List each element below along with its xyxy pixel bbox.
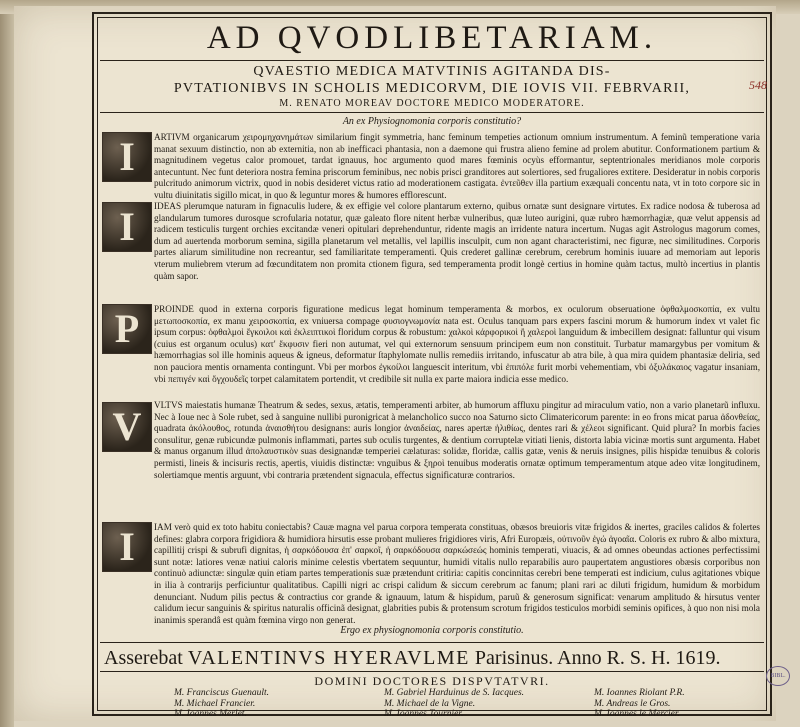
doctors-heading: DOMINI DOCTORES DISPVTATVRI. (314, 674, 550, 688)
subtitle-line-2: PVTATIONIBVS IN SCHOLIS MEDICORVM, DIE IOVIS VII. FEBRVARII, (173, 81, 691, 96)
subtitle-line-1: QVAESTIO MEDICA MATVTINIS AGITANDA DIS- (253, 64, 611, 79)
header-rule (100, 112, 764, 113)
doctors-column-3 (594, 688, 685, 720)
paragraph-2: IDEAS plerumque naturam in fignaculis ludere, & ex effigie vel colore plantarum externo, quibus ornatæ sunt designare virtutes. Ex radice nodosa & tuberosa ad glandularum tumores durosque scrofularia notatur, quæ galeato flore nitent herbæ vulneribus, quæ luteo aurigini, quæ rubro hæmorrhagiæ, quæ velut appensis ad radicem testiculis turgent orchies excitandæ veneri opitulari deprehenduntur, ridente magis an irridente natura incertum. Nugas agit Astrologus magorum comes, dum ad auertenda morborum semina, sigilla planetarum vel metallis, vel lapillis insculpit, cum non agant characteristimi, nec figuræ, nec similitudines. Corporis partes aliarum similitudine non recreantur, sed familiaritate temperamenti. Quis crederet gallinæ cerebrum, cerebrum hominis iuuare ad memoriam aut leporis vterum muliebrem vterum ad fœcunditatem non promita ctionem figura, sed temperamenta prodit longè certius in homine quàm tactus, multò incertius in plantis quàm sapor. (154, 201, 760, 281)
book-spine-edge (0, 0, 14, 727)
decorated-initial-4: V (102, 402, 152, 452)
doctor-name: M. Ioannes Riolant P.R. (594, 688, 685, 698)
doctor-name: M. Ioannes Tournier. (384, 709, 464, 719)
doctor-name: M. Gabriel Harduinus de S. Iacques. (384, 688, 525, 698)
assertion-prefix: Asserebat (104, 647, 183, 669)
page-title: AD QVODLIBETARIAM. (206, 20, 658, 56)
decorated-initial-5: I (102, 522, 152, 572)
respondent-name: VALENTINVS HYERAVLME (187, 647, 470, 669)
decorated-initial-3: P (102, 304, 152, 354)
library-stamp: BIBL. (766, 666, 790, 686)
doctor-name: M. Ioannes le Mercier. (594, 709, 680, 719)
decorated-initial-2: I (102, 202, 152, 252)
page-frame (92, 12, 786, 719)
paragraph-1: ARTIVM organicarum χειρομηχανημάτων similarium fingit symmetria, hanc feminum tempeties actionum omnium instrumentum. A feminũ temperatione varia manat sexuum distinctio, non ab externitia, non ab inefficaci phantasia, non a daemone qui frustra alieno femine ad prolem abutitur. Conformationem partium & magnitudinem vegetus calor promouet, tardat ignauus, hoc argumento quod mares fœminis ocyùs efformantur, septentrionales meridianos mole corporis antecuntunt. Nec funt deteriora nostra femina priscorum feminibus, nec nobis prisci granditores aut solertiores, sed frugaliores extitere. Desideratur in nobis corporis pulcritudo animorum victrix, quod in nobis desideret victus ratio ad moderationem castigata. ἐντεῦθεν illa partium exæquali concentu nata, vt in toto corpore sic in vultu diuinitatis sigillo micat, in quo & leguntur mores & humores efflorescunt. (154, 132, 760, 200)
doctors-column-1 (174, 688, 269, 720)
document-page (14, 6, 786, 721)
moderator-line: M. RENATO MOREAV DOCTORE MEDICO MODERATORE. (279, 98, 585, 109)
handwritten-page-number: 548 (749, 78, 767, 92)
decorated-initial-1: I (102, 132, 152, 182)
assertion-details: Parisinus. Anno R. S. H. 1619. (474, 647, 721, 669)
doctor-name: M. Franciscus Guenault. (174, 688, 269, 698)
conclusion-line: Ergo ex physiognomonia corporis constitutio. (340, 625, 524, 636)
paragraph-4: VLTVS maiestatis humanæ Theatrum & sedes, sexus, ætatis, temperamenti arbiter, ab humorum affluxu pingitur ad miraculum vatio, non a vario planetarũ influxu. Nec à Ioue nec à Sole rubet, sed à sanguine nullibi puronigricat à melancholico succo noa Saturno sicto Climatericorum parente: in eo frons micat parua ἀδονθείας, quadrata ἀκόλουθος, rotunda ἀναισθήτου designans: auris longior ἀναιδείας, nares apertæ ἡλιθίως, dentes rari & χέλεοι significant. Quid plura? In morbis facies consulitur, genæ rubicundæ pulmonis inflammati, partes sub oculis turgentes, & dentium corruptelæ vitiati lienis, distorta labia vicinæ mortis sunt argumenta. Habet & manus organum illud ἀπολαυστικὸν suas designandæ temperiei cælaturas: solidæ, floridæ, callis gatæ, venis & neruis insignes, pilis hispidæ tenuibus & coloris permisti, lineis & incisuris rectis, apertis, viuidis distinctæ: vnguibus & ξηροὶ tenuibus moderatis ornatæ optimum temperamentum atque adeo vitæ longitudinem, solertiamque mentis arguunt, vbi contraria prætendent signacula, effectus significaturæ contrarios. (154, 400, 760, 480)
doctor-name: M. Andreas le Gros. (594, 698, 671, 709)
question-heading: An ex Physiognomonia corporis constitutio? (342, 116, 522, 127)
paragraph-3: PROINDE quod in externa corporis figuratione medicus legat hominum temperamenta & morbos, ex oculorum obseruatione ὀφθαλμοσκοπία, ex vultu μετωποσκοπία, ex manu χειροσκοπία, ex vniuersa compage φυσιογνωμονία nata est. Oculus tanquam pars expers fascini morum & humorum index vt valet fic ipsum corpus: ὀφθαλμοὶ ἔγκοιλοι καὶ ἐκλειπτικοὶ floridum corpus & robustum: χαλκοὶ κάρφορικοὶ ἢ χαλεροὶ languidum & imbecillem designat: falluntur qui visum (cuius est organum oculus) κατ' ἔκφυσιν fieri non autumat, vel qui externorum sensuum principem eum non constituit. Turbatur mamargybus per vomitum & hæmorrhagias sol ille hominis aqueus & igneus, deformatur ſtaphylomate nullis remediis irritando, infuscatur ab atra bile, à qua mira quidem phantasiæ deliria, sed non pauciora mentis ornamenta contingunt. Vbi per morbos ἐγκοίλοι languescit interitum, vbi ἐπιπόλε furit morbi vehementiam, vbi ὀξυλάκαιος vagatur insaniam, vbi πεπιγέν καὶ ὄγχουδεῖς torpet calamitatem portendit, vt credibile sit nulla ex parte maiora indicia esse medico. (154, 304, 760, 384)
title-rule (100, 60, 764, 61)
doctors-rule (100, 671, 764, 672)
assertion-line (104, 646, 721, 670)
doctors-column-2 (384, 688, 524, 720)
doctor-name: M. Michael de la Vigne. (384, 698, 476, 709)
paragraph-5: IAM verò quid ex toto habitu coniectabis? Cauæ magna vel parua corpora temperata constituas, obæsos breuioris vitæ frigidos & inertes, graciles calidos & folertes defines: glabra corpora frigidiora & humidiora hirsutis esse probant mulieres frigidiores viris, Afri Europæis, οὐτινοῦν ἐγώ ἀγοαῖα. Coloris ex rubro & albo mixtura, capillitij crispi & subrufi dignitas, ἡ σαρκόδουσα ἐπ' σαρκοῖ, ἡ σαρκόδουσα σαρκώσεώς hominis temperati, viuacis, & ad omnes obeundas actiones perfectissimi sunt notæ: latiores venæ natiui caloris minime celestis vbertatem sequuntur, humidi vitalis nullo reparabilis auro paupertatem angustiores obæsis corporibus non continuò adiunctæ: singulæ quin etiam partes temperationis suæ prætendunt critiria: capitis concinnitas cerebri bene temperati est indicium, culus agitationes vbique in ilia à contrarijs perficiuntur qualitatibus. Capilli nigri ac crispi calidum & siccum cerebrum ac fanum; plani rari ac diluti frigidum, humidum & morbidum denunciant. Nudum pilis pectus & contractius cor grande & ignauum, latum & hispidum, paruũ & generosum significat: venarum amplitudo & hirsutus venter calidum iecur sanguinis & spiritus naturalis officinã designat, glabrities pubis & protensum scrotum frigidos testiculos morbidi seminis opifices, à quo non nisi mola inanimis sperandâ est quàm fœmina virgo non generat. (154, 522, 760, 625)
conclusion-rule (100, 642, 764, 643)
doctor-name: M. Ioannes Merlet. (174, 709, 247, 719)
doctor-name: M. Michael Francier. (174, 698, 256, 709)
